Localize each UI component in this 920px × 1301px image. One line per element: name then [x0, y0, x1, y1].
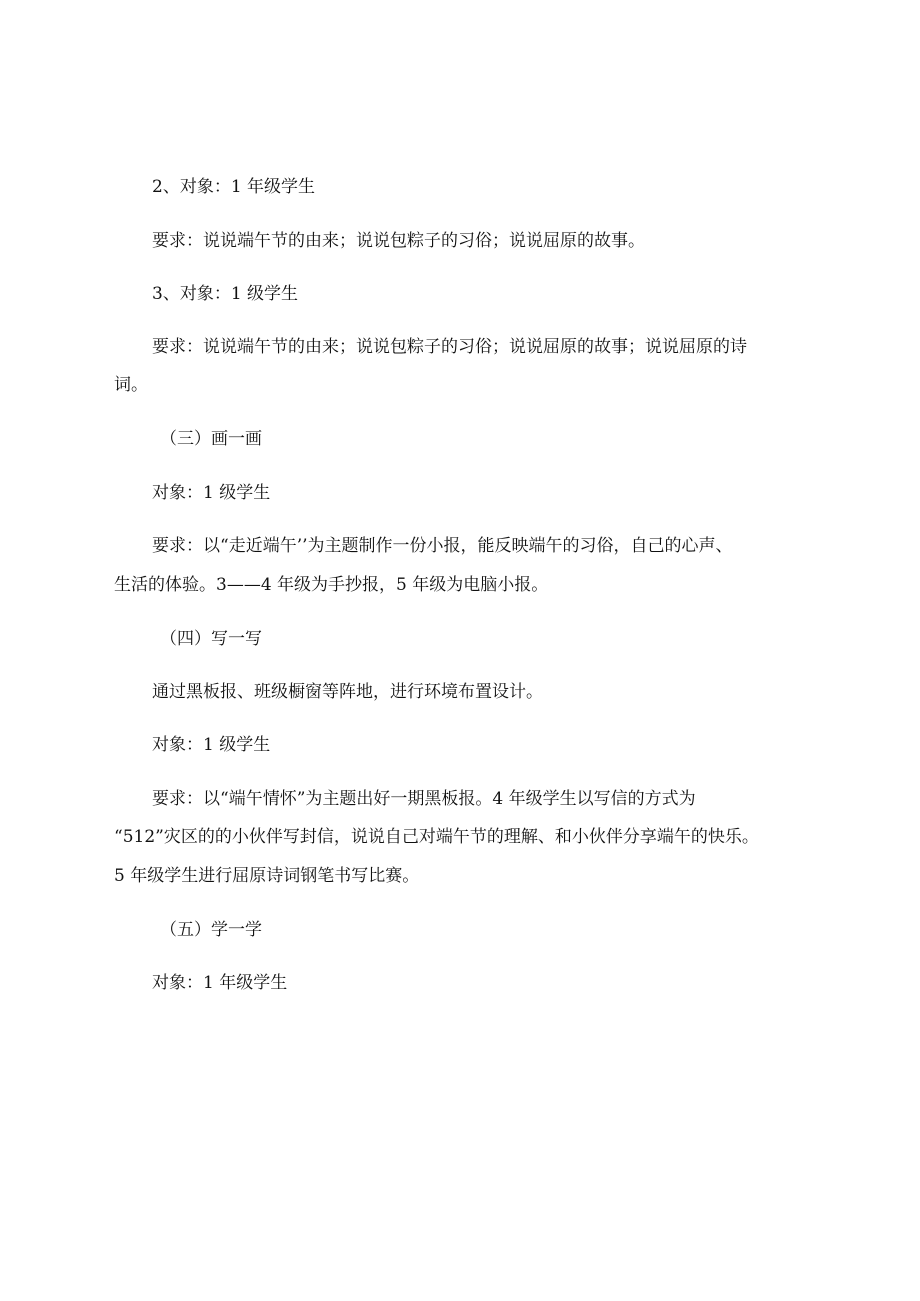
paragraph-write-intro: 通过黑板报、班级橱窗等阵地，进行环境布置设计。: [152, 682, 543, 702]
paragraph-write-target: 对象：1 级学生: [152, 735, 271, 755]
paragraph-requirement-2-line-2: 词。: [114, 375, 148, 395]
paragraph-target-grade-1: 2、对象：1 年级学生: [152, 177, 316, 197]
section-heading-learn: （五）学一学: [160, 920, 262, 940]
paragraph-write-requirement-line-1: 要求：以“端午情怀”为主题出好一期黑板报。4 年级学生以写信的方式为: [152, 789, 696, 809]
section-heading-write: （四）写一写: [160, 629, 262, 649]
paragraph-target-grade-2: 3、对象：1 级学生: [152, 284, 299, 304]
paragraph-requirement-1: 要求：说说端午节的由来；说说包粽子的习俗；说说屈原的故事。: [152, 231, 645, 251]
section-heading-draw: （三）画一画: [160, 429, 262, 449]
paragraph-requirement-2-line-1: 要求：说说端午节的由来；说说包粽子的习俗；说说屈原的故事；说说屈原的诗: [152, 337, 747, 357]
paragraph-draw-requirement-line-1: 要求：以“走近端午’’为主题制作一份小报，能反映端午的习俗，自己的心声、: [152, 536, 733, 556]
paragraph-draw-requirement-line-2: 生活的体验。3——4 年级为手抄报，5 年级为电脑小报。: [114, 575, 549, 595]
paragraph-write-requirement-line-3: 5 年级学生进行屈原诗词钢笔书写比赛。: [114, 866, 420, 886]
paragraph-draw-target: 对象：1 级学生: [152, 483, 271, 503]
paragraph-write-requirement-line-2: “512”灾区的的小伙伴写封信，说说自己对端午节的理解、和小伙伴分享端午的快乐。: [114, 827, 759, 847]
paragraph-learn-target: 对象：1 年级学生: [152, 973, 288, 993]
